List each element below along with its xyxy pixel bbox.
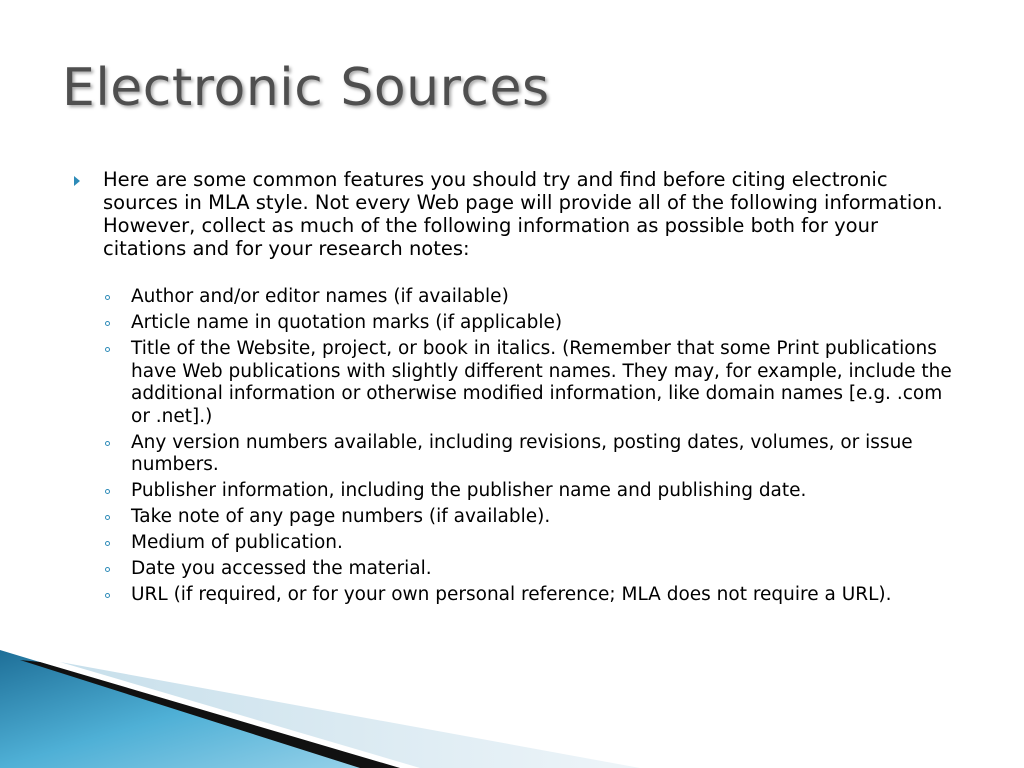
list-item bbox=[70, 558, 960, 581]
list-item bbox=[70, 480, 960, 503]
triangle-arrow-icon bbox=[74, 176, 80, 186]
list-item-text: URL (if required, or for your own personal reference; MLA does not require a URL). bbox=[131, 584, 892, 605]
slide-title: Electronic Sources bbox=[62, 58, 550, 118]
list-item bbox=[70, 312, 960, 335]
list-item-text: Take note of any page numbers (if available). bbox=[131, 506, 551, 527]
decor-pale-wedge bbox=[60, 662, 640, 768]
list-item bbox=[70, 338, 960, 428]
list-item bbox=[70, 584, 960, 607]
list-item-text: Publisher information, including the publisher name and publishing date. bbox=[131, 480, 807, 501]
intro-paragraph bbox=[70, 168, 960, 260]
list-item-text: Any version numbers available, including revisions, posting dates, volumes, or issue numbers. bbox=[131, 431, 913, 475]
list-item bbox=[70, 432, 960, 477]
list-item-text: Date you accessed the material. bbox=[131, 558, 432, 579]
decor-black-stripe bbox=[20, 660, 400, 768]
hollow-circle-icon bbox=[105, 567, 110, 572]
intro-text: Here are some common features you should try and find before citing electronic sources in MLA style. Not every Web page will provide all of the following information. However, collect as much of the following information as possible both for your citations and for your research notes: bbox=[103, 168, 943, 260]
list-item-text: Author and/or editor names (if available) bbox=[131, 286, 509, 307]
slide-body bbox=[70, 168, 960, 610]
list-item bbox=[70, 506, 960, 529]
hollow-circle-icon bbox=[105, 489, 110, 494]
hollow-circle-icon bbox=[105, 441, 110, 446]
list-item-text: Article name in quotation marks (if applicable) bbox=[131, 312, 563, 333]
hollow-circle-icon bbox=[105, 515, 110, 520]
list-item bbox=[70, 532, 960, 555]
hollow-circle-icon bbox=[105, 347, 110, 352]
hollow-circle-icon bbox=[105, 541, 110, 546]
list-item-text: Title of the Website, project, or book in italics. (Remember that some Print publications have Web publications with slightly different names. They may, for example, include the additional information or otherwise modified information, like domain names [e.g. .com or .net].) bbox=[131, 338, 952, 427]
list-item-text: Medium of publication. bbox=[131, 532, 343, 553]
feature-list bbox=[70, 286, 960, 607]
hollow-circle-icon bbox=[105, 295, 110, 300]
hollow-circle-icon bbox=[105, 321, 110, 326]
hollow-circle-icon bbox=[105, 593, 110, 598]
decor-blue-wedge bbox=[0, 650, 390, 768]
list-item bbox=[70, 286, 960, 309]
